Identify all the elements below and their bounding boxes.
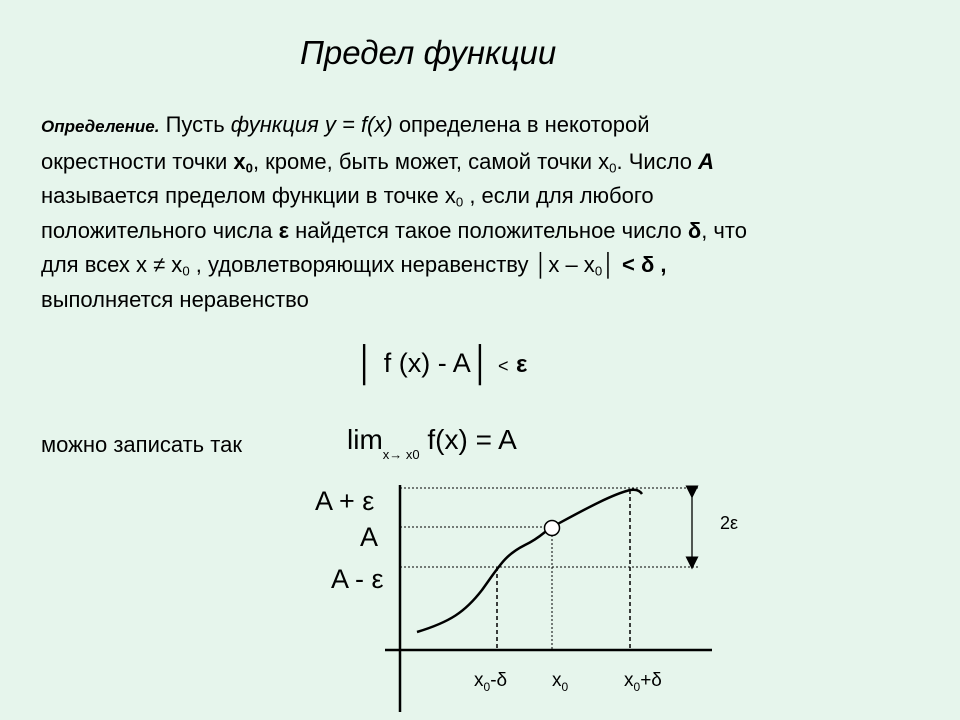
text: для всех x ≠ x bbox=[41, 252, 183, 277]
abs-bar: │ bbox=[534, 252, 549, 277]
text: . Число bbox=[616, 148, 699, 174]
subscript: 0 bbox=[594, 263, 603, 279]
epsilon-symbol: ε bbox=[278, 217, 290, 243]
text: , что bbox=[701, 217, 747, 243]
delta-condition: < δ , bbox=[615, 252, 667, 277]
epsilon-symbol: ε bbox=[516, 351, 528, 378]
text: определена в некоторой bbox=[392, 112, 650, 137]
text: называется пределом функции в точке x bbox=[41, 183, 456, 208]
x0-plus-delta-label: $x_0+\delta$ bbox=[624, 670, 662, 694]
abs-bar: │ bbox=[602, 252, 616, 277]
upper-bound-label: A + ε bbox=[315, 486, 375, 516]
number-A: A bbox=[698, 148, 715, 174]
definition-label: Определение. bbox=[41, 117, 160, 136]
inequality-expression: f (x) - A bbox=[383, 348, 471, 378]
point-x: x bbox=[233, 148, 246, 174]
text: , удовлетворяющих неравенству bbox=[189, 252, 535, 277]
less-than-symbol: < bbox=[498, 356, 509, 376]
text: окрестности точки bbox=[41, 148, 234, 174]
limit-value-label: A bbox=[360, 522, 379, 552]
delta-symbol: δ bbox=[687, 217, 702, 243]
text: положительного числа bbox=[41, 217, 279, 243]
function-notation: функция y = f(x) bbox=[230, 112, 393, 137]
lim-word: lim bbox=[347, 424, 383, 455]
band-width-label: 2ε bbox=[720, 513, 739, 533]
abs-bar: │ bbox=[355, 345, 377, 383]
subscript: 0 bbox=[245, 159, 253, 175]
subscript: 0 bbox=[455, 194, 464, 210]
page-title: Предел функции bbox=[300, 34, 557, 71]
lower-bound-label: A - ε bbox=[331, 564, 384, 594]
removed-point bbox=[545, 521, 560, 536]
function-curve bbox=[417, 490, 642, 632]
lim-expression: f(x) = A bbox=[419, 424, 517, 455]
write-label: можно записать так bbox=[41, 432, 242, 457]
x0-label: $x_0$ bbox=[552, 670, 569, 694]
text: , если для любого bbox=[463, 183, 654, 208]
subscript: 0 bbox=[609, 159, 617, 175]
text: найдется такое положительное число bbox=[289, 217, 688, 243]
subscript: 0 bbox=[182, 263, 190, 279]
abs-bar: │ bbox=[470, 345, 493, 383]
text: x – x bbox=[548, 252, 595, 277]
text: Пусть bbox=[159, 112, 231, 137]
text: , кроме, быть может, самой точки x bbox=[252, 148, 610, 174]
x0-minus-delta-label: $x_0-\delta$ bbox=[474, 670, 508, 694]
lim-subscript: x→ x0 bbox=[382, 447, 420, 462]
definition-line-6: выполняется неравенство bbox=[41, 286, 309, 312]
